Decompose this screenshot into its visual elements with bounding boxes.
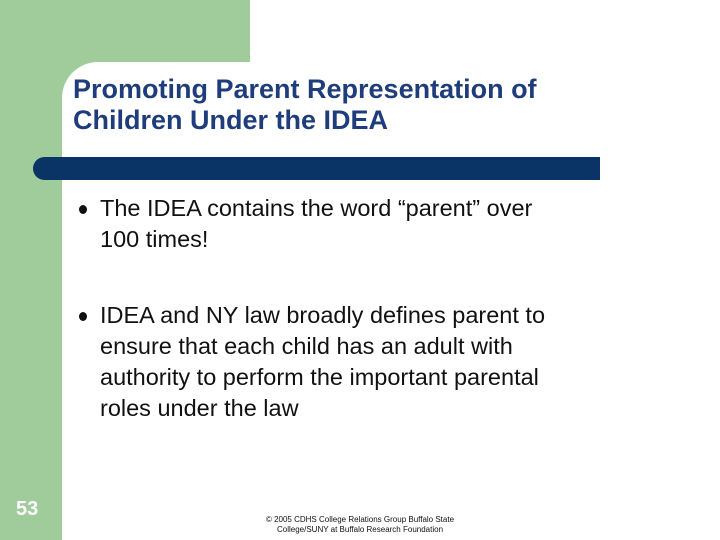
- bullet-list: [74, 193, 674, 424]
- title-line: Children Under the IDEA: [73, 105, 389, 135]
- bullet-line: roles under the law: [100, 395, 299, 421]
- bullet-line: 100 times!: [100, 226, 209, 252]
- bullet-line: ensure that each child has an adult with: [100, 333, 513, 359]
- title-line: Promoting Parent Representation of: [73, 74, 537, 104]
- page-number: 53: [16, 498, 39, 520]
- bullet-item: [74, 193, 674, 255]
- footer-line: © 2005 CDHS College Relations Group Buffalo State: [265, 515, 455, 524]
- footer-line: College/SUNY at Buffalo Research Foundation: [276, 525, 444, 534]
- bullet-icon: [79, 312, 87, 321]
- bullet-line: The IDEA contains the word “parent” over: [100, 195, 533, 221]
- slide-title: [73, 74, 673, 136]
- title-rule-bar: [33, 157, 600, 180]
- bullet-line: IDEA and NY law broadly defines parent to: [100, 302, 546, 328]
- bullet-icon: [79, 205, 87, 214]
- bullet-line: authority to perform the important parental: [100, 364, 539, 390]
- footer-copyright: [230, 515, 490, 535]
- bullet-item: [74, 300, 674, 424]
